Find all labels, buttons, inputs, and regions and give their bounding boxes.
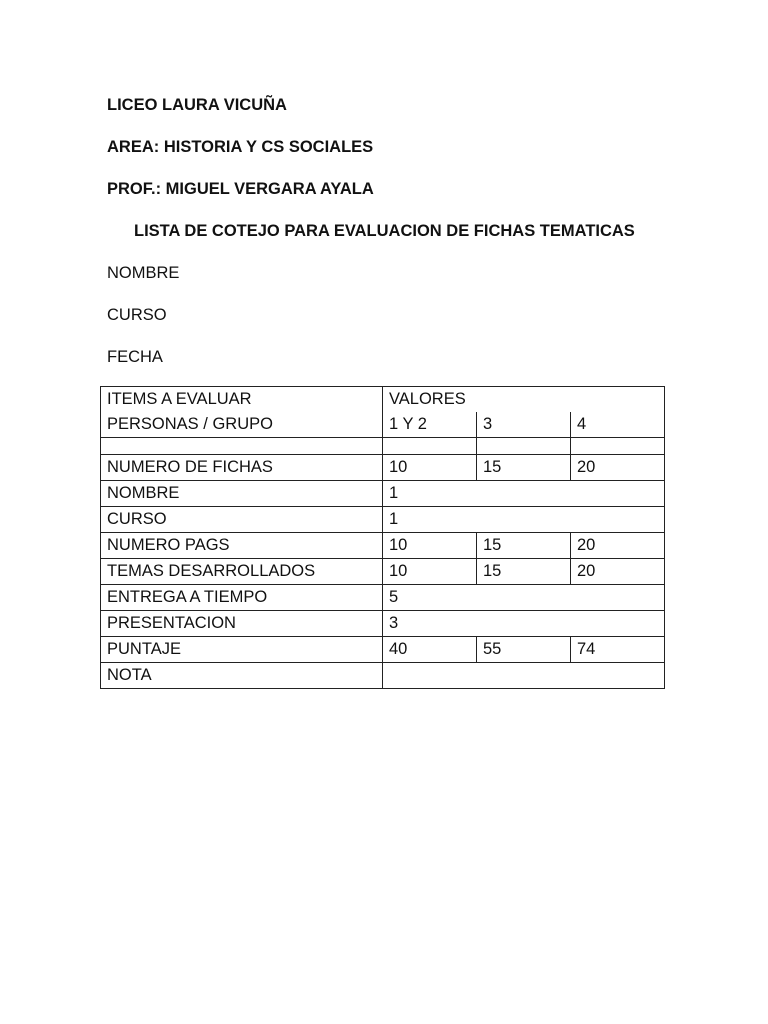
field-curso: CURSO bbox=[107, 306, 167, 324]
table-row bbox=[101, 559, 665, 585]
document-title: LISTA DE COTEJO PARA EVALUACION DE FICHAS TEMATICAS bbox=[134, 222, 635, 240]
row-value: 15 bbox=[477, 533, 571, 559]
row-label: NUMERO DE FICHAS bbox=[101, 455, 383, 481]
row-value: 20 bbox=[571, 559, 665, 585]
header-valores: VALORES bbox=[383, 387, 665, 413]
group-value: 4 bbox=[571, 412, 665, 438]
group-value: 3 bbox=[477, 412, 571, 438]
school-name: LICEO LAURA VICUÑA bbox=[107, 96, 287, 114]
row-value: 10 bbox=[383, 559, 477, 585]
row-value: 20 bbox=[571, 455, 665, 481]
row-label: PUNTAJE bbox=[101, 637, 383, 663]
table-cell bbox=[477, 438, 571, 455]
table-row bbox=[101, 611, 665, 637]
teacher-name: PROF.: MIGUEL VERGARA AYALA bbox=[107, 180, 374, 198]
table-row bbox=[101, 455, 665, 481]
row-value: 10 bbox=[383, 455, 477, 481]
row-value: 1 bbox=[383, 481, 665, 507]
row-value: 10 bbox=[383, 533, 477, 559]
field-fecha: FECHA bbox=[107, 348, 163, 366]
row-value: 15 bbox=[477, 455, 571, 481]
row-value: 20 bbox=[571, 533, 665, 559]
row-label: PRESENTACION bbox=[101, 611, 383, 637]
field-nombre: NOMBRE bbox=[107, 264, 180, 282]
row-value bbox=[383, 663, 665, 689]
row-label: NUMERO PAGS bbox=[101, 533, 383, 559]
row-value: 1 bbox=[383, 507, 665, 533]
row-value: 55 bbox=[477, 637, 571, 663]
row-value: 40 bbox=[383, 637, 477, 663]
table-spacer-row bbox=[101, 438, 665, 455]
row-value: 5 bbox=[383, 585, 665, 611]
row-value: 3 bbox=[383, 611, 665, 637]
table-group-row bbox=[101, 412, 665, 438]
header-items: ITEMS A EVALUAR bbox=[101, 387, 383, 413]
row-value: 74 bbox=[571, 637, 665, 663]
row-label: NOMBRE bbox=[101, 481, 383, 507]
group-label: PERSONAS / GRUPO bbox=[101, 412, 383, 438]
table-row bbox=[101, 637, 665, 663]
row-label: ENTREGA A TIEMPO bbox=[101, 585, 383, 611]
subject-area: AREA: HISTORIA Y CS SOCIALES bbox=[107, 138, 374, 156]
table-header-row bbox=[101, 387, 665, 413]
table-row bbox=[101, 585, 665, 611]
row-value: 15 bbox=[477, 559, 571, 585]
table-row bbox=[101, 663, 665, 689]
row-label: TEMAS DESARROLLADOS bbox=[101, 559, 383, 585]
table-cell bbox=[383, 438, 477, 455]
table-cell bbox=[571, 438, 665, 455]
row-label: CURSO bbox=[101, 507, 383, 533]
row-label: NOTA bbox=[101, 663, 383, 689]
table-row bbox=[101, 533, 665, 559]
table-cell bbox=[101, 438, 383, 455]
table-row bbox=[101, 481, 665, 507]
table-row bbox=[101, 507, 665, 533]
checklist-table bbox=[100, 386, 665, 689]
group-value: 1 Y 2 bbox=[383, 412, 477, 438]
